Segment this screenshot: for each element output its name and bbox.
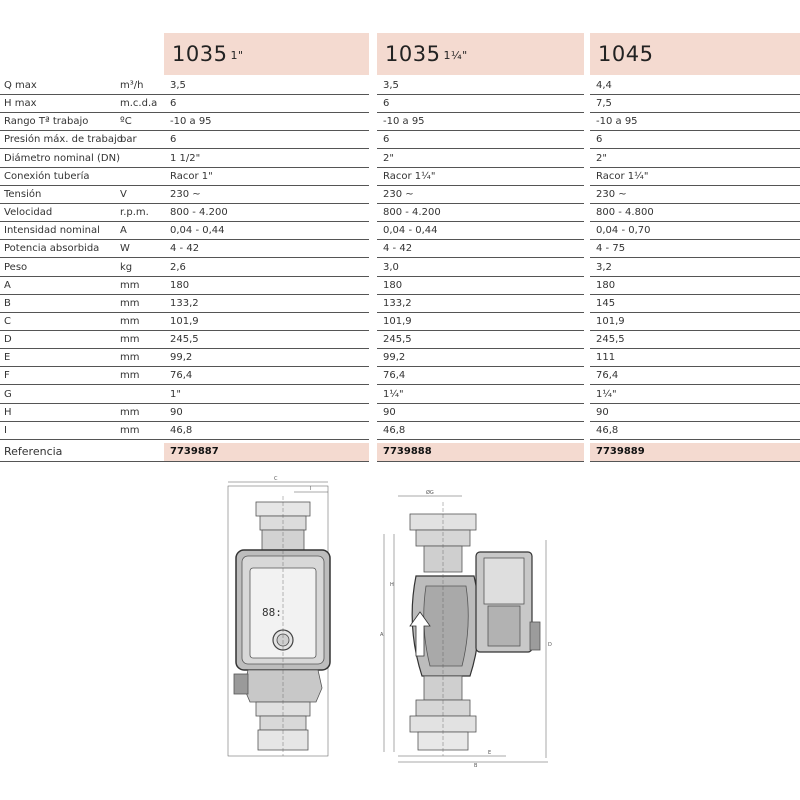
spec-value-2: 6 bbox=[383, 98, 390, 110]
spec-unit: r.p.m. bbox=[120, 207, 149, 218]
spec-value-1: 133,2 bbox=[170, 297, 199, 309]
spec-value-2: 0,04 - 0,44 bbox=[383, 225, 438, 237]
spec-value-2: 800 - 4.200 bbox=[383, 207, 441, 218]
dimension-a-label: A bbox=[380, 632, 384, 638]
spec-value-3: 3,2 bbox=[596, 261, 612, 273]
spec-value-2: Racor 1¼" bbox=[383, 170, 436, 182]
spec-label: G bbox=[4, 388, 12, 400]
spec-value-1: 180 bbox=[170, 279, 190, 291]
spec-value-1: 0,04 - 0,44 bbox=[170, 225, 225, 237]
spec-value-3: 4 - 75 bbox=[596, 243, 626, 255]
spec-value-2: 1¼" bbox=[383, 388, 404, 400]
spec-label: Rango Tª trabajo bbox=[4, 116, 89, 128]
spec-label: Velocidad bbox=[4, 207, 53, 218]
spec-unit: bar bbox=[120, 134, 137, 146]
spec-unit: mm bbox=[120, 315, 140, 327]
spec-value-1: Racor 1" bbox=[170, 170, 213, 182]
spec-label: F bbox=[4, 370, 10, 382]
spec-value-2: 2" bbox=[383, 152, 394, 164]
spec-label: A bbox=[4, 279, 11, 291]
row-divider bbox=[377, 461, 584, 462]
spec-value-2: 3,5 bbox=[383, 80, 399, 91]
dimension-e-label: E bbox=[488, 750, 492, 756]
spec-value-2: 3,0 bbox=[383, 261, 399, 273]
spec-value-3: 145 bbox=[596, 297, 616, 309]
spec-value-3: 46,8 bbox=[596, 424, 619, 436]
spec-value-1: -10 a 95 bbox=[170, 116, 212, 128]
spec-unit bbox=[120, 386, 164, 404]
reference-value-2: 7739888 bbox=[383, 446, 432, 457]
spec-label: Tensión bbox=[4, 188, 42, 200]
spec-value-1: 4 - 42 bbox=[170, 243, 200, 255]
spec-value-3: 180 bbox=[596, 279, 616, 291]
spec-value-3: 76,4 bbox=[596, 370, 619, 382]
dimension-g-label: ØG bbox=[426, 490, 434, 496]
spec-row bbox=[0, 422, 800, 440]
spec-unit: mm bbox=[120, 370, 140, 382]
spec-value-1: 6 bbox=[170, 98, 177, 110]
spec-value-3: 111 bbox=[596, 352, 616, 364]
spec-value-3: 101,9 bbox=[596, 315, 625, 327]
spec-value-3: Racor 1¼" bbox=[596, 170, 649, 182]
spec-value-3: 2" bbox=[596, 152, 607, 164]
pump-front-view-drawing bbox=[218, 476, 338, 766]
spec-label: Q max bbox=[4, 80, 37, 91]
spec-row bbox=[0, 95, 800, 113]
spec-label: E bbox=[4, 352, 11, 364]
spec-label: H bbox=[4, 406, 12, 418]
row-divider bbox=[0, 439, 369, 440]
spec-label: D bbox=[4, 334, 12, 346]
spec-label: B bbox=[4, 297, 11, 309]
spec-value-2: 230 ~ bbox=[383, 188, 414, 200]
spec-label: Presión máx. de trabajo bbox=[4, 134, 123, 146]
spec-unit: m.c.d.a bbox=[120, 98, 158, 110]
spec-value-1: 101,9 bbox=[170, 315, 199, 327]
spec-unit: mm bbox=[120, 406, 140, 418]
spec-row bbox=[0, 277, 800, 295]
spec-value-3: 7,5 bbox=[596, 98, 612, 110]
spec-row bbox=[0, 331, 800, 349]
spec-value-1: 800 - 4.200 bbox=[170, 207, 228, 218]
dimension-c-label: C bbox=[274, 476, 278, 482]
spec-row bbox=[0, 131, 800, 149]
row-divider bbox=[377, 439, 584, 440]
spec-value-1: 99,2 bbox=[170, 352, 193, 364]
reference-value-3: 7739889 bbox=[596, 446, 645, 457]
spec-row bbox=[0, 222, 800, 240]
spec-value-1: 1 1/2" bbox=[170, 152, 201, 164]
spec-value-1: 230 ~ bbox=[170, 188, 201, 200]
pump-side-view-svg bbox=[376, 486, 560, 768]
spec-value-1: 90 bbox=[170, 406, 183, 418]
model-header-1035-1-1-4 bbox=[377, 33, 584, 75]
spec-row bbox=[0, 204, 800, 222]
spec-row bbox=[0, 386, 800, 404]
spec-unit: mm bbox=[120, 352, 140, 364]
spec-value-3: 800 - 4.800 bbox=[596, 207, 654, 218]
spec-value-1: 76,4 bbox=[170, 370, 193, 382]
dimension-i-label: I bbox=[310, 486, 312, 492]
spec-unit: kg bbox=[120, 261, 133, 273]
reference-label: Referencia bbox=[4, 445, 63, 458]
spec-label: Diámetro nominal (DN) bbox=[4, 152, 120, 164]
spec-unit bbox=[120, 150, 164, 168]
row-divider bbox=[590, 461, 800, 462]
pump-display-text: 88: bbox=[262, 606, 282, 619]
spec-row bbox=[0, 240, 800, 258]
spec-label: C bbox=[4, 315, 11, 327]
spec-row bbox=[0, 313, 800, 331]
spec-value-2: 180 bbox=[383, 279, 403, 291]
reference-value-1: 7739887 bbox=[170, 446, 219, 457]
model-header-1045 bbox=[590, 33, 800, 75]
spec-row bbox=[0, 113, 800, 131]
spec-label: Intensidad nominal bbox=[4, 225, 100, 237]
spec-label: Conexión tubería bbox=[4, 170, 90, 182]
spec-row bbox=[0, 404, 800, 422]
spec-value-2: 76,4 bbox=[383, 370, 406, 382]
spec-value-2: 6 bbox=[383, 134, 390, 146]
spec-unit: mm bbox=[120, 279, 140, 291]
spec-value-2: 46,8 bbox=[383, 424, 406, 436]
reference-row bbox=[0, 443, 800, 461]
spec-unit: m³/h bbox=[120, 80, 144, 91]
spec-value-3: 90 bbox=[596, 406, 609, 418]
spec-label: I bbox=[4, 424, 7, 436]
spec-value-2: 101,9 bbox=[383, 315, 412, 327]
spec-unit: mm bbox=[120, 334, 140, 346]
spec-value-3: 230 ~ bbox=[596, 188, 627, 200]
spec-value-3: 1¼" bbox=[596, 388, 617, 400]
spec-value-3: 6 bbox=[596, 134, 603, 146]
spec-label: H max bbox=[4, 98, 37, 110]
spec-unit: mm bbox=[120, 424, 140, 436]
model-name: 1035 bbox=[172, 42, 228, 66]
spec-unit: W bbox=[120, 243, 130, 255]
dimension-b-label: B bbox=[474, 763, 478, 768]
spec-row bbox=[0, 150, 800, 168]
row-divider bbox=[0, 461, 369, 462]
spec-row bbox=[0, 349, 800, 367]
spec-value-3: 245,5 bbox=[596, 334, 625, 346]
pump-side-view-drawing bbox=[376, 486, 560, 768]
model-size: 1" bbox=[230, 49, 244, 62]
spec-unit bbox=[120, 168, 164, 186]
spec-value-3: -10 a 95 bbox=[596, 116, 638, 128]
spec-value-2: 245,5 bbox=[383, 334, 412, 346]
spec-value-2: 99,2 bbox=[383, 352, 406, 364]
spec-row bbox=[0, 259, 800, 277]
spec-value-1: 1" bbox=[170, 388, 181, 400]
spec-value-3: 4,4 bbox=[596, 80, 612, 91]
spec-label: Potencia absorbida bbox=[4, 243, 100, 255]
spec-value-3: 0,04 - 0,70 bbox=[596, 225, 651, 237]
model-size: 1¼" bbox=[443, 49, 468, 62]
model-header-1035-1 bbox=[164, 33, 369, 75]
row-divider bbox=[590, 439, 800, 440]
spec-row bbox=[0, 295, 800, 313]
spec-value-2: -10 a 95 bbox=[383, 116, 425, 128]
spec-label: Peso bbox=[4, 261, 28, 273]
model-name: 1045 bbox=[598, 42, 654, 66]
spec-unit: A bbox=[120, 225, 127, 237]
model-name: 1035 bbox=[385, 42, 441, 66]
spec-value-1: 6 bbox=[170, 134, 177, 146]
spec-value-1: 245,5 bbox=[170, 334, 199, 346]
spec-row bbox=[0, 168, 800, 186]
spec-row bbox=[0, 367, 800, 385]
spec-unit: mm bbox=[120, 297, 140, 309]
dimension-h-label: H bbox=[390, 582, 394, 588]
spec-row bbox=[0, 77, 800, 95]
dimension-d-label: D bbox=[548, 642, 552, 648]
pump-front-view-svg bbox=[218, 476, 338, 766]
spec-unit: V bbox=[120, 188, 127, 200]
spec-unit: ºC bbox=[120, 116, 132, 128]
spec-value-2: 133,2 bbox=[383, 297, 412, 309]
spec-value-2: 4 - 42 bbox=[383, 243, 413, 255]
spec-value-1: 3,5 bbox=[170, 80, 186, 91]
spec-row bbox=[0, 186, 800, 204]
spec-value-1: 46,8 bbox=[170, 424, 193, 436]
spec-value-2: 90 bbox=[383, 406, 396, 418]
spec-value-1: 2,6 bbox=[170, 261, 186, 273]
